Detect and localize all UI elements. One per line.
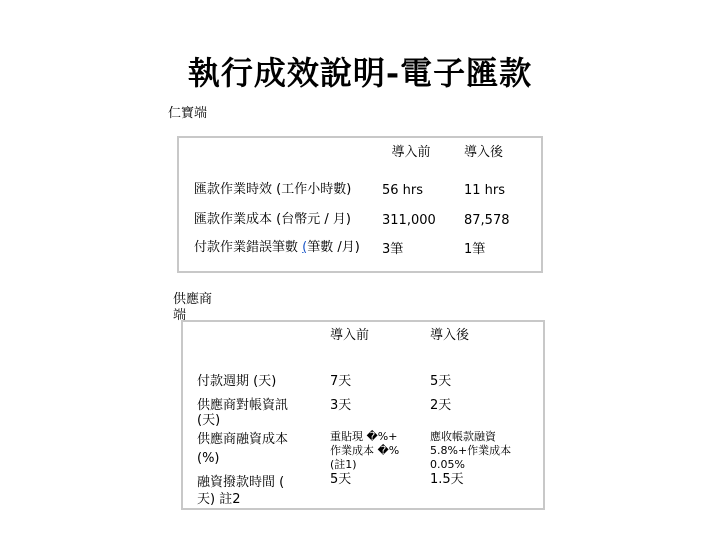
row-before: 重貼現 �%+ 作業成本 �% (註1)	[330, 430, 400, 471]
row-item	[178, 239, 368, 272]
row-after: 2天	[430, 398, 452, 413]
row-item-text: 付款作業錯誤筆數	[194, 240, 303, 255]
row-item: 匯款作業成本 (台幣元 / 月)	[194, 212, 351, 227]
row-after: 1.5天	[430, 472, 464, 487]
table-row	[182, 428, 544, 472]
row-item: 融資撥款時間 ( 天) 註2	[197, 475, 285, 507]
row-after: 1筆	[464, 242, 486, 257]
row-after: 應收帳款融資 5.8%+作業成本0.05%	[430, 430, 512, 471]
header-cell-after: 導入後	[464, 145, 504, 160]
section-label-compal: 仁寶端	[168, 106, 208, 121]
table-row	[178, 209, 542, 239]
row-item: 匯款作業時效 (工作小時數)	[194, 182, 352, 197]
table-row	[182, 472, 544, 509]
row-before: 5天	[330, 472, 352, 487]
row-item: 付款週期 (天)	[197, 374, 277, 389]
table-row	[178, 177, 542, 209]
page-title: 執行成效說明-電子匯款	[187, 54, 533, 92]
header-cell-after: 導入後	[430, 328, 470, 343]
section-label-supplier: 供應商端	[173, 292, 213, 323]
table-row	[182, 397, 544, 428]
row-before: 3筆	[382, 242, 404, 257]
row-before: 311,000	[382, 213, 436, 228]
row-after: 5天	[430, 374, 452, 389]
table-header-row	[182, 321, 544, 365]
compal-table	[177, 136, 543, 273]
row-before: 7天	[330, 374, 352, 389]
header-cell-before: 導入前	[391, 145, 431, 160]
table-row	[182, 365, 544, 397]
row-after: 87,578	[464, 213, 510, 228]
table-row	[178, 239, 542, 272]
row-item-link[interactable]: (	[302, 240, 308, 255]
row-item-text-end: 筆數 /月)	[307, 240, 360, 255]
header-cell-blank	[178, 137, 368, 177]
header-cell-before: 導入前	[330, 328, 370, 343]
table-header-row	[178, 137, 542, 177]
row-before: 56 hrs	[382, 183, 424, 198]
row-before: 3天	[330, 398, 352, 413]
row-item: 供應商融資成本 (%)	[197, 432, 289, 466]
header-cell-blank	[182, 321, 312, 365]
supplier-table	[181, 320, 545, 510]
row-after: 11 hrs	[464, 183, 506, 198]
row-item: 供應商對帳資訊 (天)	[197, 398, 289, 428]
